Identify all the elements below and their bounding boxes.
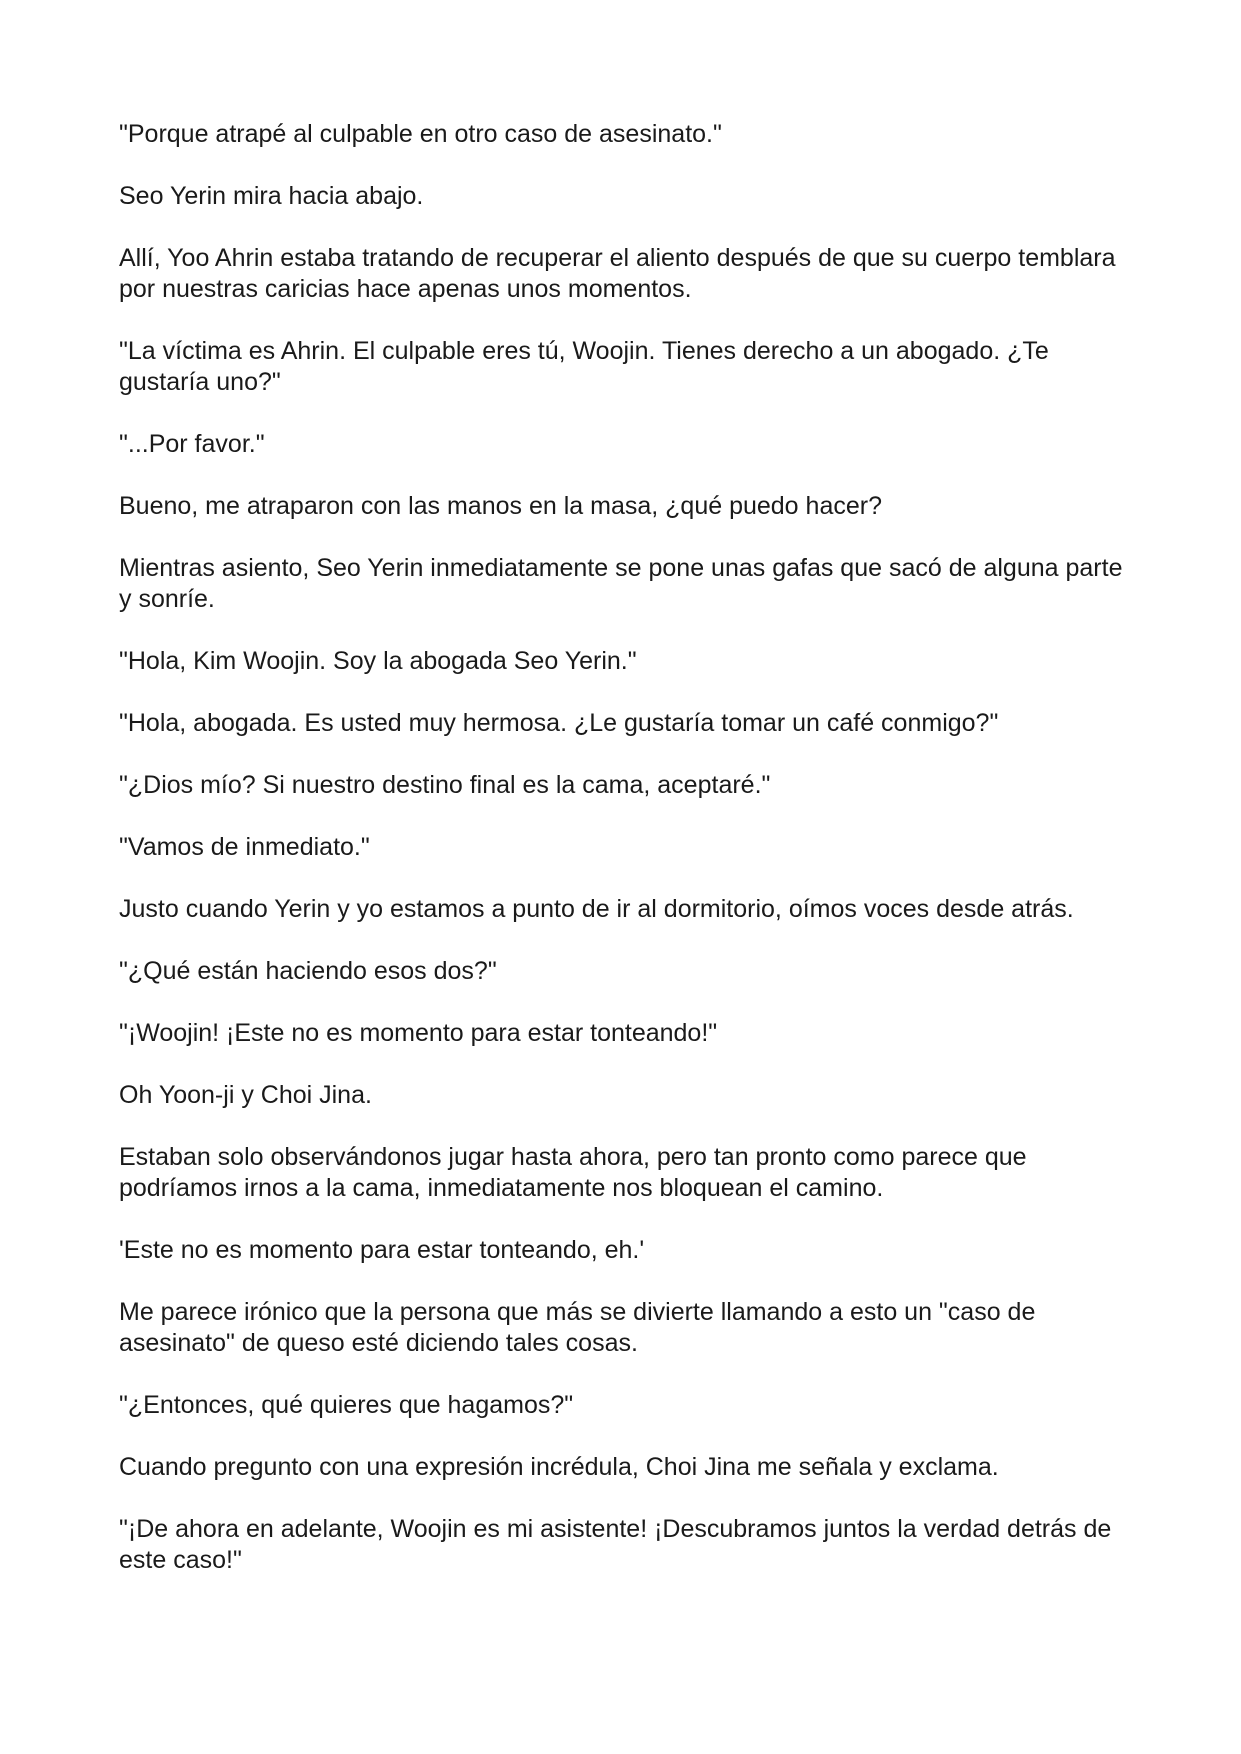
paragraph-14: "¡Woojin! ¡Este no es momento para estar tonteando!": [119, 1019, 718, 1047]
document-body: [119, 119, 1129, 1607]
paragraph-11: "Vamos de inmediato.": [119, 833, 370, 861]
paragraph-4: "La víctima es Ahrin. El culpable eres tú, Woojin. Tienes derecho a un abogado. ¿Te gustaría uno?": [119, 337, 1049, 396]
paragraph-15: Oh Yoon-ji y Choi Jina.: [119, 1081, 372, 1109]
paragraph-13: "¿Qué están haciendo esos dos?": [119, 957, 497, 985]
paragraph-12: Justo cuando Yerin y yo estamos a punto de ir al dormitorio, oímos voces desde atrás.: [119, 895, 1074, 923]
paragraph-16: Estaban solo observándonos jugar hasta ahora, pero tan pronto como parece que podríamos irnos a la cama, inmediatamente nos bloquean el camino.: [119, 1143, 1027, 1202]
paragraph-6: Bueno, me atraparon con las manos en la masa, ¿qué puedo hacer?: [119, 492, 882, 520]
paragraph-1: "Porque atrapé al culpable en otro caso de asesinato.": [119, 120, 722, 148]
paragraph-7: Mientras asiento, Seo Yerin inmediatamente se pone unas gafas que sacó de alguna parte y sonríe.: [119, 554, 1123, 613]
paragraph-5: "...Por favor.": [119, 430, 265, 458]
paragraph-2: Seo Yerin mira hacia abajo.: [119, 182, 424, 210]
paragraph-17: 'Este no es momento para estar tonteando, eh.': [119, 1236, 645, 1264]
paragraph-20: Cuando pregunto con una expresión incrédula, Choi Jina me señala y exclama.: [119, 1453, 999, 1481]
paragraph-18: Me parece irónico que la persona que más se divierte llamando a esto un "caso de asesinato" de queso esté diciendo tales cosas.: [119, 1298, 1036, 1357]
paragraph-8: "Hola, Kim Woojin. Soy la abogada Seo Yerin.": [119, 647, 637, 675]
paragraph-3: Allí, Yoo Ahrin estaba tratando de recuperar el aliento después de que su cuerpo temblara por nuestras caricias hace apenas unos momentos.: [119, 244, 1116, 303]
paragraph-9: "Hola, abogada. Es usted muy hermosa. ¿Le gustaría tomar un café conmigo?": [119, 709, 999, 737]
paragraph-19: "¿Entonces, qué quieres que hagamos?": [119, 1391, 574, 1419]
paragraph-21: "¡De ahora en adelante, Woojin es mi asistente! ¡Descubramos juntos la verdad detrás de este caso!": [119, 1515, 1112, 1574]
paragraph-10: "¿Dios mío? Si nuestro destino final es la cama, aceptaré.": [119, 771, 771, 799]
